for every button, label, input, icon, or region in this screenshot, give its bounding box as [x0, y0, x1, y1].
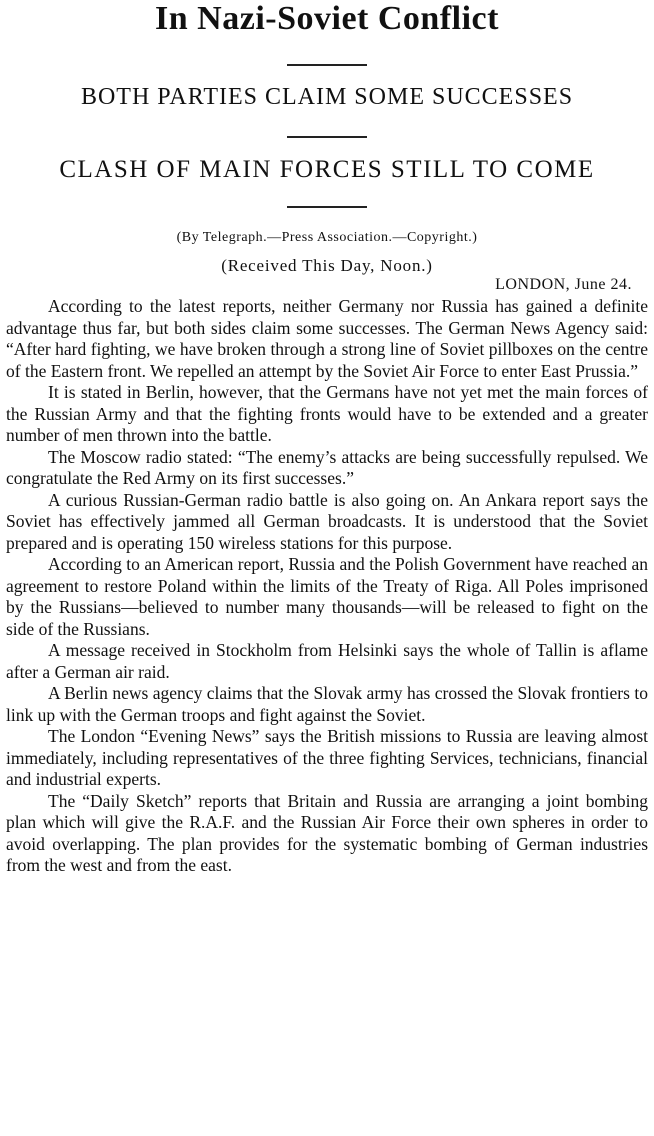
article-paragraph: It is stated in Berlin, however, that the Germans have not yet met the main forces of the Russian Army and that the fighting fronts would have to be extended and a greater number of men thrown into the battle. [6, 382, 648, 445]
article-paragraph: A curious Russian-German radio battle is also going on. An Ankara report says the Soviet has effectively jammed all German broadcasts. It is understood that the Soviet prepared and is operating 150 wireless stations for this purpose. [6, 489, 648, 553]
article-paragraph: The Moscow radio stated: “The enemy’s attacks are being successfully repulsed. We congratulate the Red Army on its first successes.” [6, 446, 648, 488]
headline-divider [287, 64, 367, 66]
article-paragraph: A Berlin news agency claims that the Slovak army has crossed the Slovak frontiers to link up with the German troops and fight against the Soviet. [6, 683, 648, 725]
article-paragraph: A message received in Stockholm from Helsinki says the whole of Tallin is aflame after a German air raid. [6, 640, 648, 682]
article-paragraph: The London “Evening News” says the British missions to Russia are leaving almost immediately, including representatives of the three fighting Services, technicians, financial and industrial experts. [6, 726, 648, 789]
article-paragraph: The “Daily Sketch” reports that Britain and Russia are arranging a joint bombing plan which will give the R.A.F. and the Russian Air Force their own spheres in order to avoid overlapping. The plan provides for the systematic bombing of German industries from the west and from the east. [6, 790, 648, 875]
subheadline-divider [287, 136, 367, 138]
byline-divider [287, 206, 367, 208]
article-paragraph: According to the latest reports, neither Germany nor Russia has gained a definite advantage thus far, but both sides claim some successes. The German News Agency said: “After hard fighting, we have broken through a strong line of Soviet pillboxes on the centre of the Eastern front. We repelled an attempt by the Soviet Air Force to enter East Prussia.” [6, 296, 648, 381]
received-note: (Received This Day, Noon.) [221, 256, 433, 275]
article-body [6, 296, 648, 877]
subheadline-clash: CLASH OF MAIN FORCES STILL TO COME [59, 156, 595, 183]
article-paragraph: According to an American report, Russia and the Polish Government have reached an agreement to restore Poland within the limits of the Treaty of Riga. All Poles imprisoned by the Russians—believed to number many thousands—will be released to fight on the side of the Russians. [6, 554, 648, 639]
dateline: LONDON, June 24. [495, 276, 632, 293]
subheadline-successes: BOTH PARTIES CLAIM SOME SUCCESSES [80, 84, 574, 110]
main-headline: In Nazi-Soviet Conflict [155, 0, 499, 37]
press-credit: (By Telegraph.—Press Association.—Copyright.) [176, 230, 478, 245]
